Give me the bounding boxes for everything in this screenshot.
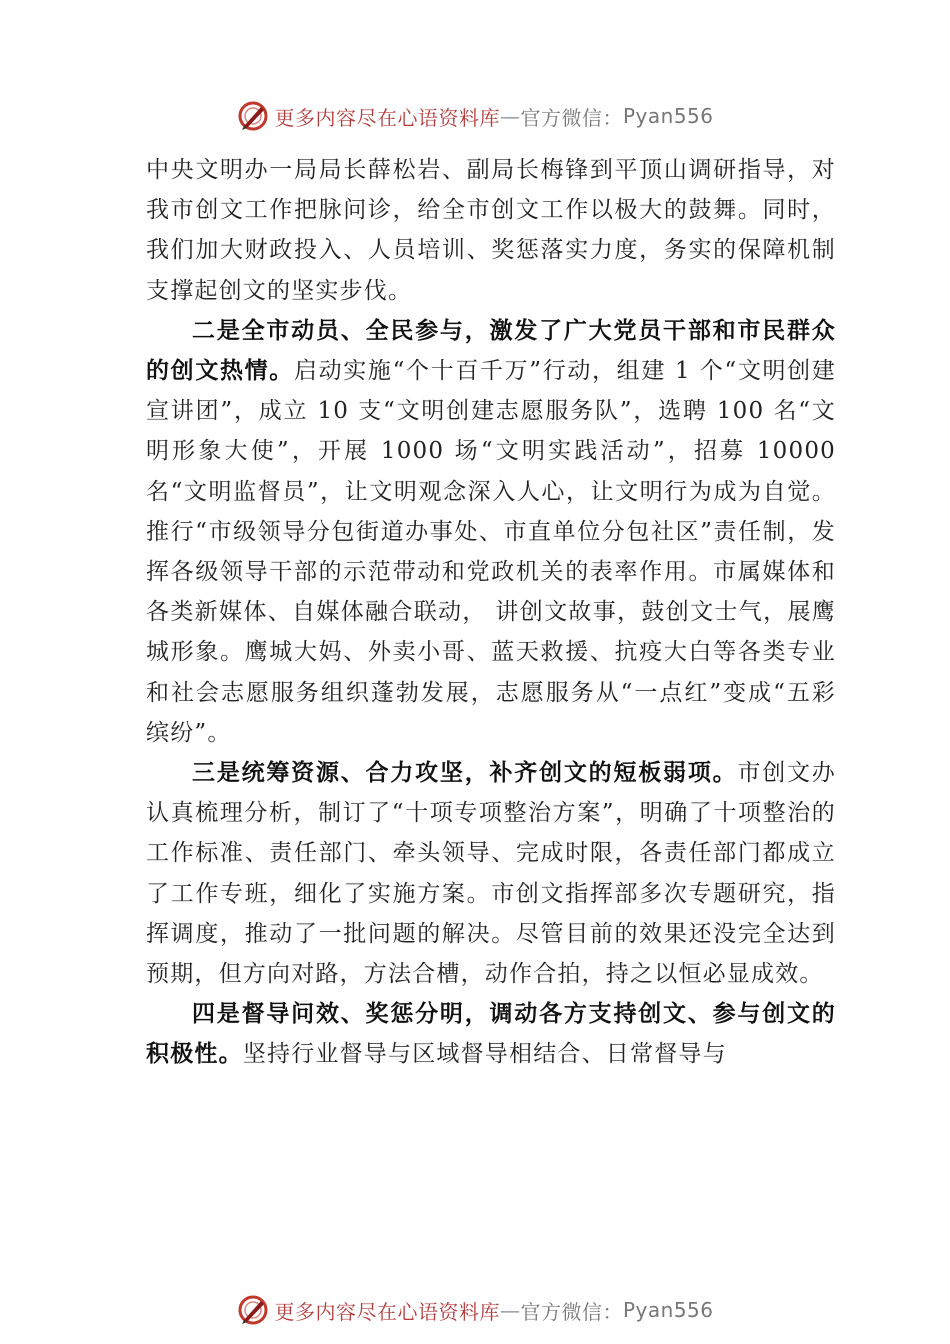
paragraph-text: 中央文明办一局局长薛松岩、副局长梅锋到平顶山调研指导，对我市创文工作把脉问诊，给全市创文工作以极大的鼓舞。同时，我们加大财政投入、人员培训、奖惩落实力度，务实的保障机制支撑起创文的坚实步伐。 [146,157,836,304]
paragraph-text: 市创文办认真梳理分析，制订了“十项专项整治方案”，明确了十项整治的工作标准、责任部门、牵头领导、完成时限，各责任部门都成立了工作专班，细化了实施方案。市创文指挥部多次专题研究，指挥调度，推动了一批问题的解决。尽管目前的效果还没完全达到预期，但方向对路，方法合槽，动作合拍，持之以恒必显成效。 [146,760,836,988]
paragraph-lead: 三是统筹资源、合力攻坚，补齐创文的短板弱项。 [192,759,738,787]
paragraph-text: 启动实施“个十百千万”行动，组建 1 个“文明创建宣讲团”，成立 10 支“文明创建志愿服务队”，选聘 100 名“文明形象大使”，开展 1000 场“文明实践活动”，招募 10000 名“文明监督员”，让文明观念深入人心，让文明行为成为自觉。推行“市级领导分包街道办事处、市直单位分包社区”责任制，发挥各级领导干部的示范带动和党政机关的表率作用。市属媒体和各类新媒体、自媒体融合联动， 讲创文故事，鼓创文士气，展鹰城形象。鹰城大妈、外卖小哥、蓝天救援、抗疫大白等各类专业和社会志愿服务组织蓬勃发展，志愿服务从“一点红”变成“五彩缤纷”。 [146,358,837,746]
paragraph-lead: 四是督导问效、奖惩分明，调动各方支持创文、参与创文的积极性。 [146,1000,836,1068]
pen-logo-icon [236,99,270,133]
header-watermark [0,96,950,136]
paragraph-continuation [146,150,836,311]
watermark-label: 官方微信： [520,1299,623,1324]
paragraph-text: 坚持行业督导与区域督导相结合、日常督导与 [242,1041,727,1068]
paragraph-point-4 [146,994,836,1074]
watermark-brand: 更多内容尽在心语资料库 [274,1299,500,1324]
paragraph-lead: 二是全市动员、全民参与，激发了广大党员干部和市民群众的创文热情。 [146,316,836,385]
watermark-wechat-id: Pyan556 [622,1298,714,1322]
pen-logo-icon [236,1293,270,1327]
watermark-wechat-id: Pyan556 [622,104,714,128]
watermark-separator: — [499,1298,521,1322]
watermark-brand: 更多内容尽在心语资料库 [274,105,500,130]
watermark-separator: — [499,104,521,128]
document-body [146,150,836,1075]
paragraph-point-3 [146,753,836,994]
watermark-label: 官方微信： [520,105,623,130]
footer-watermark [0,1290,950,1330]
paragraph-point-2 [146,311,836,753]
